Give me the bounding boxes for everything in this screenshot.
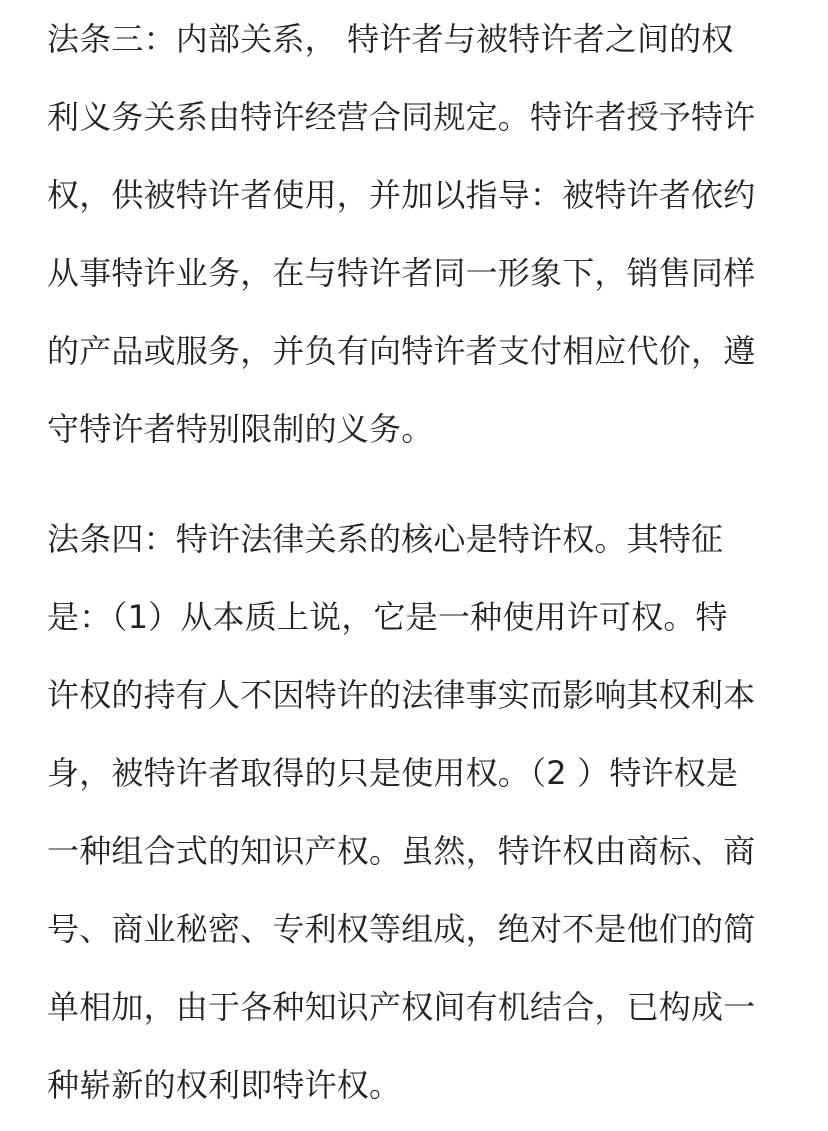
text-line: 利义务关系由特许经营合同规定。特许者授予特许 <box>47 98 756 136</box>
text-line: 单相加，由于各种知识产权间有机结合，已构成一 <box>47 988 756 1026</box>
text-line: 法条三：内部关系， 特许者与被特许者之间的权 <box>47 20 734 58</box>
text-line: 守特许者特别限制的义务。 <box>47 410 434 448</box>
text-line: 的产品或服务，并负有向特许者支付相应代价，遵 <box>47 332 756 370</box>
text-line: 种崭新的权利即特许权。 <box>47 1066 402 1104</box>
text-line: 一种组合式的知识产权。虽然，特许权由商标、商 <box>47 832 756 870</box>
text-line: 权，供被特许者使用，并加以指导：被特许者依约 <box>47 176 756 214</box>
paragraph-article-4 <box>47 500 787 1124</box>
paragraph-article-3 <box>47 0 787 468</box>
text-line: 号、商业秘密、专利权等组成，绝对不是他们的简 <box>47 910 756 948</box>
article-body <box>47 0 787 1124</box>
text-line: 身，被特许者取得的只是使用权。（2 ）特许权是 <box>47 754 739 792</box>
text-line: 从事特许业务，在与特许者同一形象下，销售同样 <box>47 254 756 292</box>
text-line: 是：（1）从本质上说，它是一种使用许可权。特 <box>47 598 728 636</box>
text-line: 法条四：特许法律关系的核心是特许权。其特征 <box>47 520 724 558</box>
text-line: 许权的持有人不因特许的法律事实而影响其权利本 <box>47 676 756 714</box>
